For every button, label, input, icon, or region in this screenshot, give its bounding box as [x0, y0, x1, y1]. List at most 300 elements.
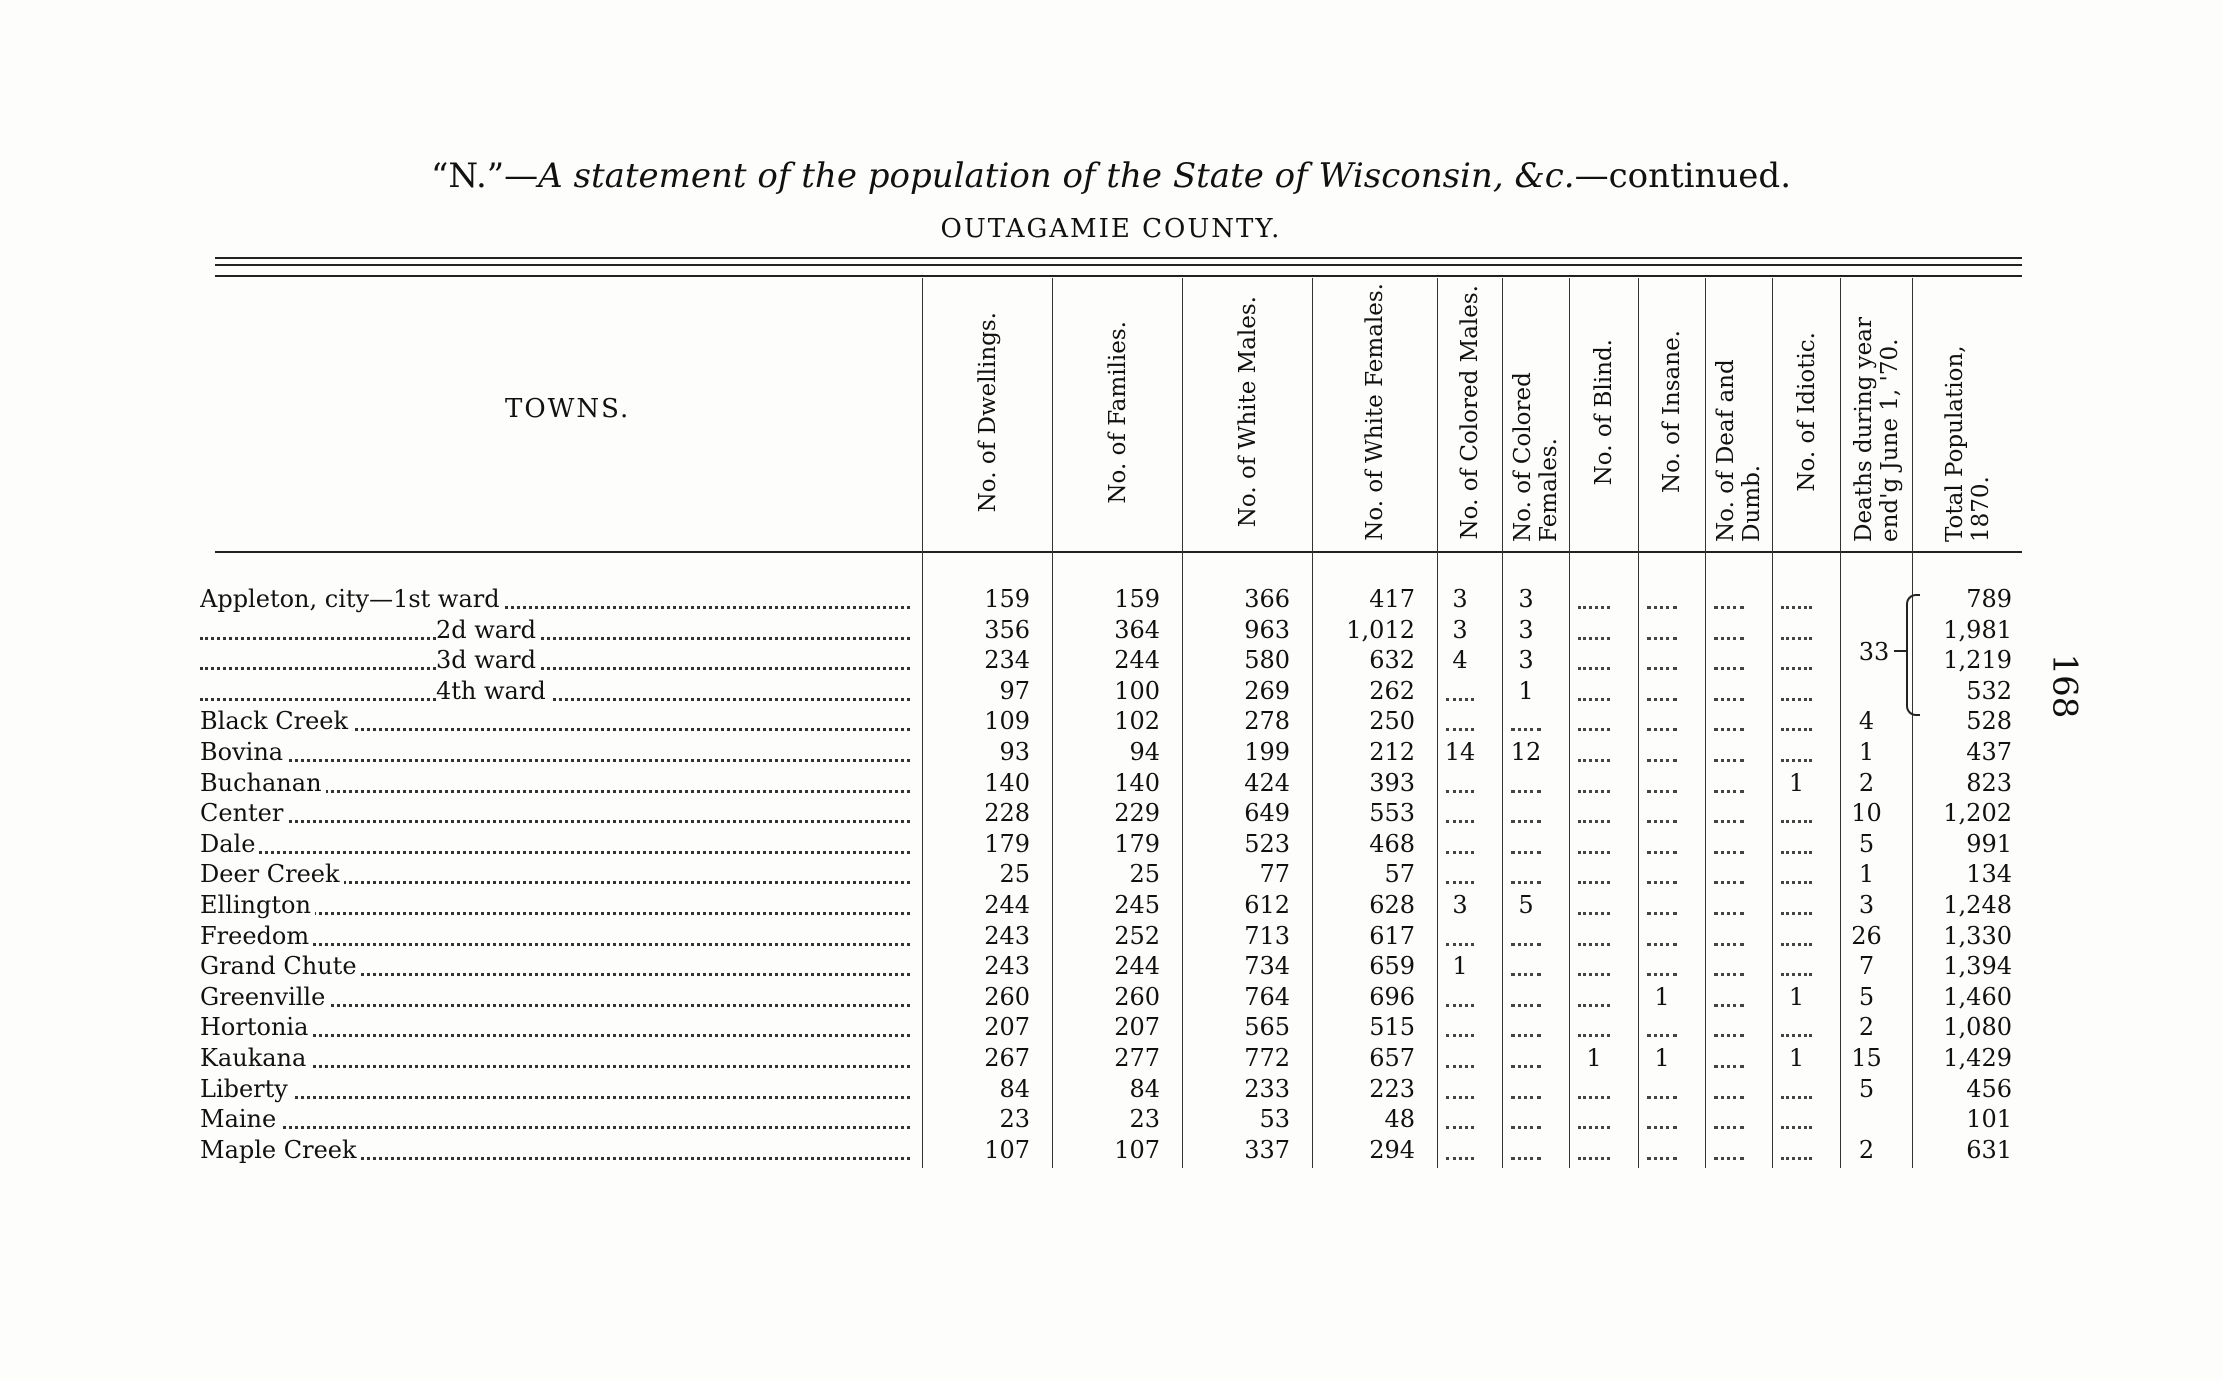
table-cell: 53 — [1259, 1105, 1290, 1134]
table-cell: 649 — [1244, 799, 1290, 828]
table-cell — [1440, 1075, 1480, 1105]
table-cell — [1505, 1013, 1547, 1043]
town-cell — [200, 646, 910, 676]
table-cell: 632 — [1369, 646, 1415, 675]
table-cell — [1775, 738, 1818, 768]
leader-dots — [200, 851, 910, 854]
table-cell — [1440, 860, 1480, 890]
table-cell: 565 — [1244, 1013, 1290, 1042]
table-cell — [1708, 891, 1750, 921]
town-cell — [200, 860, 910, 890]
table-cell — [1572, 891, 1616, 921]
total-population-cell: 789 — [1966, 585, 2012, 613]
table-cell — [1572, 983, 1616, 1013]
table-cell: 393 — [1369, 768, 1415, 797]
table-cell — [1708, 738, 1750, 768]
table-cell: 424 — [1244, 768, 1290, 797]
table-cell — [1505, 1075, 1547, 1105]
table-cell: 617 — [1369, 921, 1415, 950]
total-population-cell: 1,460 — [1943, 982, 2012, 1011]
total-population-cell: 1,248 — [1943, 891, 2012, 919]
table-cell: 417 — [1369, 585, 1415, 613]
table-cell: 212 — [1369, 738, 1415, 766]
table-cell: 179 — [984, 829, 1030, 858]
town-cell — [200, 952, 910, 982]
table-cell: 250 — [1369, 707, 1415, 736]
table-cell — [1843, 585, 1890, 615]
table-cell: 3 — [1858, 891, 1875, 919]
town-cell — [200, 922, 910, 952]
table-cell — [1641, 646, 1683, 676]
table-cell: 14 — [1444, 738, 1476, 766]
column-header-label: No. of Idiotic. — [1793, 332, 1820, 492]
table-cell — [1708, 1013, 1750, 1043]
town-cell — [200, 1013, 910, 1043]
table-cell — [1440, 769, 1480, 799]
table-cell — [1505, 769, 1547, 799]
table-cell — [1641, 830, 1683, 860]
table-cell: 48 — [1384, 1105, 1415, 1134]
town-name: Freedom — [200, 922, 313, 950]
table-cell: 10 — [1851, 799, 1882, 828]
town-name: Black Creek — [200, 707, 352, 735]
column-header-2 — [1055, 282, 1180, 542]
table-cell — [1775, 616, 1818, 646]
table-cell — [1775, 585, 1818, 615]
town-name: Kaukana — [200, 1044, 310, 1072]
table-cell — [1440, 707, 1480, 737]
total-population-cell: 456 — [1966, 1074, 2012, 1103]
table-row — [200, 677, 2030, 707]
town-name: Liberty — [200, 1075, 292, 1103]
table-cell — [1572, 646, 1616, 676]
table-cell: 1 — [1788, 768, 1805, 797]
appleton-deaths-merged: 33 — [1858, 638, 1890, 666]
column-header-4 — [1315, 282, 1435, 542]
header-rule-top — [215, 257, 2022, 259]
town-cell — [200, 983, 910, 1013]
table-row — [200, 1044, 2030, 1074]
table-row — [200, 830, 2030, 860]
table-cell — [1708, 983, 1750, 1013]
table-cell — [1708, 799, 1750, 829]
column-header-8 — [1641, 282, 1703, 542]
table-cell: 102 — [1114, 707, 1160, 736]
table-cell: 159 — [1114, 585, 1160, 613]
town-name: 3d ward — [436, 646, 540, 674]
table-cell: 772 — [1244, 1044, 1290, 1072]
column-header-10 — [1775, 282, 1838, 542]
table-cell: 713 — [1244, 921, 1290, 950]
table-cell — [1708, 1044, 1750, 1074]
column-header-label: Total Population, 1870. — [1941, 345, 1994, 542]
table-cell: 1 — [1586, 1044, 1602, 1072]
table-cell: 234 — [984, 646, 1030, 675]
table-cell — [1440, 1105, 1480, 1135]
leader-dots — [200, 698, 910, 701]
table-cell: 25 — [999, 860, 1030, 889]
table-cell: 77 — [1259, 860, 1290, 889]
column-header-5 — [1440, 282, 1500, 542]
table-cell: 1 — [1654, 1044, 1670, 1072]
table-row — [200, 646, 2030, 676]
town-name: Grand Chute — [200, 952, 361, 980]
table-cell — [1708, 1105, 1750, 1135]
total-population-cell: 1,330 — [1943, 921, 2012, 950]
title-suffix: —continued. — [1574, 156, 1791, 196]
table-cell — [1708, 830, 1750, 860]
table-cell: 3 — [1518, 615, 1534, 644]
table-cell: 612 — [1244, 891, 1290, 919]
town-name: 2d ward — [436, 616, 540, 644]
table-row — [200, 769, 2030, 799]
table-cell: 260 — [984, 982, 1030, 1011]
town-cell — [200, 891, 910, 921]
table-row — [200, 1075, 2030, 1105]
town-name: Buchanan — [200, 769, 326, 797]
title-italic: A statement of the population of the State of Wisconsin, &c. — [538, 156, 1575, 196]
table-cell: 15 — [1851, 1044, 1882, 1072]
town-name: Ellington — [200, 891, 315, 919]
table-cell — [1440, 830, 1480, 860]
town-name: Dale — [200, 830, 259, 858]
table-cell — [1440, 799, 1480, 829]
table-cell: 4 — [1452, 646, 1468, 675]
table-cell: 366 — [1244, 585, 1290, 613]
table-cell — [1572, 860, 1616, 890]
table-cell — [1775, 891, 1818, 921]
table-cell: 267 — [984, 1044, 1030, 1072]
table-cell — [1708, 952, 1750, 982]
column-header-1 — [925, 282, 1050, 542]
table-row — [200, 952, 2030, 982]
column-header-label: No. of Blind. — [1591, 338, 1617, 486]
table-cell: 228 — [984, 799, 1030, 828]
column-header-label: No. of Deaf and Dumb. — [1713, 359, 1765, 542]
header-rule-double — [215, 264, 2022, 266]
table-cell — [1572, 830, 1616, 860]
town-name: Deer Creek — [200, 860, 344, 888]
table-cell — [1505, 860, 1547, 890]
table-cell — [1572, 1075, 1616, 1105]
table-cell — [1572, 585, 1616, 615]
total-population-cell: 532 — [1966, 676, 2012, 705]
table-cell: 1 — [1858, 738, 1875, 766]
total-population-cell: 823 — [1966, 768, 2012, 797]
table-cell — [1505, 1136, 1547, 1166]
column-header-label: Deaths during year end'g June 1, '70. — [1850, 317, 1903, 542]
column-header-label: No. of Colored Females. — [1510, 372, 1562, 542]
table-cell: 963 — [1244, 615, 1290, 644]
total-population-cell: 1,981 — [1943, 615, 2012, 644]
table-cell — [1505, 799, 1547, 829]
town-name: Maple Creek — [200, 1136, 361, 1164]
table-cell — [1775, 860, 1818, 890]
table-cell: 97 — [999, 676, 1030, 705]
town-name: Appleton, city—1st ward — [200, 585, 504, 613]
table-cell — [1641, 769, 1683, 799]
table-cell: 243 — [984, 952, 1030, 981]
table-cell: 4 — [1858, 707, 1875, 736]
table-cell: 244 — [984, 891, 1030, 919]
town-cell — [200, 830, 910, 860]
table-cell — [1505, 1044, 1547, 1074]
table-cell: 23 — [1129, 1105, 1160, 1134]
table-cell — [1572, 952, 1616, 982]
town-cell — [200, 677, 910, 707]
total-population-cell: 991 — [1966, 829, 2012, 858]
town-name: Bovina — [200, 738, 287, 766]
table-cell: 580 — [1244, 646, 1290, 675]
total-population-cell: 1,394 — [1943, 952, 2012, 981]
town-cell — [200, 1136, 910, 1166]
table-cell — [1641, 1013, 1683, 1043]
column-header-label: No. of Colored Males. — [1457, 284, 1483, 540]
table-cell: 1 — [1654, 982, 1670, 1011]
town-name: Maine — [200, 1105, 280, 1133]
table-cell — [1641, 891, 1683, 921]
table-cell: 696 — [1369, 982, 1415, 1011]
table-cell — [1440, 1013, 1480, 1043]
table-row — [200, 1136, 2030, 1166]
table-cell: 199 — [1244, 738, 1290, 766]
table-cell — [1440, 983, 1480, 1013]
header-rule-thin — [215, 275, 2022, 277]
column-header-label: No. of Families. — [1104, 320, 1131, 504]
table-cell — [1440, 677, 1480, 707]
table-cell: 25 — [1129, 860, 1160, 889]
table-cell — [1505, 1105, 1547, 1135]
column-header-3 — [1185, 282, 1310, 542]
table-row — [200, 616, 2030, 646]
appleton-brace — [1906, 594, 1920, 716]
total-population-cell: 1,080 — [1943, 1013, 2012, 1042]
table-cell — [1641, 1136, 1683, 1166]
table-cell: 356 — [984, 615, 1030, 644]
leader-dots — [200, 637, 910, 640]
town-cell — [200, 799, 910, 829]
table-cell — [1641, 860, 1683, 890]
table-cell — [1641, 677, 1683, 707]
total-population-cell: 528 — [1966, 707, 2012, 736]
leader-dots — [200, 1126, 910, 1129]
table-cell: 1 — [1452, 952, 1468, 981]
table-cell — [1708, 707, 1750, 737]
table-row — [200, 738, 2030, 768]
total-population-cell: 1,202 — [1943, 799, 2012, 828]
table-cell — [1572, 922, 1616, 952]
table-cell — [1708, 769, 1750, 799]
table-cell: 100 — [1114, 676, 1160, 705]
page-title — [0, 156, 2222, 196]
table-cell — [1775, 1075, 1818, 1105]
table-cell — [1440, 1044, 1480, 1074]
table-cell: 553 — [1369, 799, 1415, 828]
table-cell: 1,012 — [1346, 615, 1415, 644]
table-cell: 1 — [1518, 676, 1534, 705]
leader-dots — [200, 667, 910, 670]
table-cell — [1708, 585, 1750, 615]
town-cell — [200, 1044, 910, 1074]
table-cell: 277 — [1114, 1044, 1160, 1072]
table-cell — [1505, 922, 1547, 952]
table-cell: 179 — [1114, 829, 1160, 858]
table-cell: 5 — [1858, 982, 1875, 1011]
table-cell — [1641, 1105, 1683, 1135]
table-cell: 107 — [1114, 1135, 1160, 1164]
town-name: Greenville — [200, 983, 329, 1011]
table-cell: 12 — [1510, 738, 1542, 766]
table-cell — [1505, 707, 1547, 737]
table-cell: 243 — [984, 921, 1030, 950]
table-cell: 159 — [984, 585, 1030, 613]
town-name: 4th ward — [436, 677, 550, 705]
table-cell — [1641, 799, 1683, 829]
table-cell: 26 — [1851, 921, 1882, 950]
table-cell — [1775, 1013, 1818, 1043]
table-cell — [1641, 707, 1683, 737]
table-cell: 207 — [984, 1013, 1030, 1042]
table-cell — [1708, 922, 1750, 952]
table-cell — [1505, 952, 1547, 982]
table-cell: 734 — [1244, 952, 1290, 981]
page-number: 168 — [2044, 653, 2085, 719]
total-population-cell: 1,429 — [1943, 1044, 2012, 1072]
table-cell — [1843, 677, 1890, 707]
town-cell — [200, 707, 910, 737]
table-cell — [1775, 707, 1818, 737]
column-header-7 — [1572, 282, 1636, 542]
table-cell — [1440, 922, 1480, 952]
header-rule-bottom — [215, 551, 2022, 553]
total-population-cell: 101 — [1966, 1105, 2012, 1134]
table-row — [200, 891, 2030, 921]
table-cell — [1641, 738, 1683, 768]
town-cell — [200, 738, 910, 768]
column-header-label: No. of Dwellings. — [974, 311, 1001, 513]
table-cell: 1 — [1788, 1044, 1805, 1072]
table-cell — [1641, 616, 1683, 646]
leader-dots — [200, 820, 910, 823]
table-cell: 337 — [1244, 1135, 1290, 1164]
table-cell — [1505, 830, 1547, 860]
table-cell: 229 — [1114, 799, 1160, 828]
county-heading: OUTAGAMIE COUNTY. — [940, 214, 1282, 244]
table-cell — [1572, 769, 1616, 799]
town-name: Hortonia — [200, 1013, 312, 1041]
table-cell: 7 — [1858, 952, 1875, 981]
table-cell: 3 — [1452, 891, 1468, 919]
town-cell — [200, 1105, 910, 1135]
table-cell — [1641, 1075, 1683, 1105]
table-cell — [1775, 799, 1818, 829]
table-cell: 140 — [984, 768, 1030, 797]
table-cell — [1572, 738, 1616, 768]
leader-dots — [200, 759, 910, 762]
table-cell — [1572, 1136, 1616, 1166]
table-cell: 1 — [1858, 860, 1875, 889]
table-cell: 207 — [1114, 1013, 1160, 1042]
town-cell — [200, 769, 910, 799]
town-cell — [200, 585, 910, 615]
column-header-11 — [1843, 282, 1910, 542]
column-header-12 — [1915, 282, 2020, 542]
total-population-cell: 1,219 — [1943, 646, 2012, 675]
table-cell: 657 — [1369, 1044, 1415, 1072]
table-row — [200, 707, 2030, 737]
table-row — [200, 585, 2030, 615]
table-cell: 3 — [1452, 585, 1468, 613]
table-cell — [1775, 677, 1818, 707]
table-cell — [1572, 677, 1616, 707]
table-cell — [1572, 616, 1616, 646]
table-cell: 244 — [1114, 952, 1160, 981]
town-name: Center — [200, 799, 287, 827]
table-cell: 252 — [1114, 921, 1160, 950]
total-population-cell: 437 — [1966, 738, 2012, 766]
table-cell — [1775, 1136, 1818, 1166]
table-cell — [1572, 1013, 1616, 1043]
table-cell: 523 — [1244, 829, 1290, 858]
town-cell — [200, 616, 910, 646]
table-cell — [1775, 646, 1818, 676]
table-cell: 140 — [1114, 768, 1160, 797]
table-cell: 3 — [1518, 646, 1534, 675]
town-cell — [200, 1075, 910, 1105]
table-cell: 223 — [1369, 1074, 1415, 1103]
table-cell: 94 — [1129, 738, 1160, 766]
column-header-label: No. of Insane. — [1659, 330, 1685, 494]
column-header-label: No. of White Females. — [1362, 283, 1388, 541]
table-cell: 294 — [1369, 1135, 1415, 1164]
table-row — [200, 1013, 2030, 1043]
table-cell — [1775, 952, 1818, 982]
column-header-label: No. of White Males. — [1234, 296, 1261, 528]
table-cell — [1775, 922, 1818, 952]
table-cell: 2 — [1858, 1013, 1875, 1042]
table-cell: 269 — [1244, 676, 1290, 705]
table-cell — [1641, 922, 1683, 952]
table-cell: 5 — [1858, 1074, 1875, 1103]
table-cell — [1505, 983, 1547, 1013]
table-cell — [1708, 860, 1750, 890]
table-cell: 57 — [1384, 860, 1415, 889]
table-cell — [1572, 799, 1616, 829]
table-cell: 260 — [1114, 982, 1160, 1011]
table-cell: 628 — [1369, 891, 1415, 919]
table-cell: 278 — [1244, 707, 1290, 736]
table-cell: 3 — [1452, 615, 1468, 644]
table-cell — [1708, 677, 1750, 707]
table-cell — [1572, 707, 1616, 737]
table-cell: 364 — [1114, 615, 1160, 644]
table-cell: 107 — [984, 1135, 1030, 1164]
table-cell: 659 — [1369, 952, 1415, 981]
table-cell: 2 — [1858, 1135, 1875, 1164]
table-row — [200, 1105, 2030, 1135]
table-cell: 1 — [1788, 982, 1805, 1011]
table-cell: 245 — [1114, 891, 1160, 919]
table-cell: 3 — [1518, 585, 1534, 613]
table-row — [200, 860, 2030, 890]
table-cell: 468 — [1369, 829, 1415, 858]
table-cell: 5 — [1858, 829, 1875, 858]
table-cell: 764 — [1244, 982, 1290, 1011]
table-cell: 84 — [999, 1074, 1030, 1103]
table-cell — [1775, 830, 1818, 860]
table-cell: 93 — [999, 738, 1030, 766]
table-cell: 23 — [999, 1105, 1030, 1134]
